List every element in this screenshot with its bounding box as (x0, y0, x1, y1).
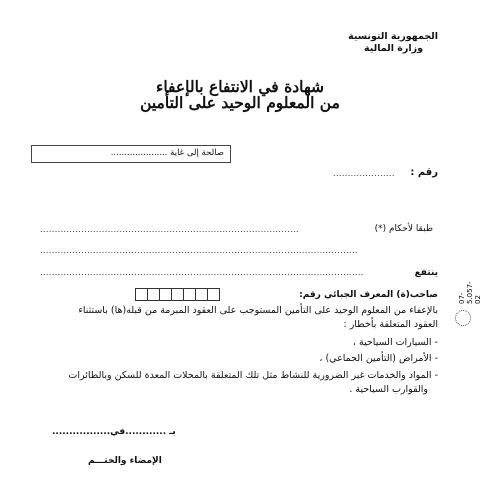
exclusion-item-continuation: والقوارب السياحية . (349, 384, 428, 395)
fiscal-id-boxes (136, 288, 220, 301)
number-dots: ..................... (333, 169, 395, 178)
body-line2: العقود المتعلقة بأخطار : (343, 319, 438, 330)
exclusion-item: - المواد والخدمات غير الضرورية للنشاط مثل تلك المتعلقة بالمحلات المعدة للسكن وبالطائرات (68, 370, 438, 381)
validity-label: صالحة إلى غاية ..................... (110, 148, 224, 158)
fiscal-id-label: صاحب(ة) المعرف الجبائي رقم: (299, 290, 438, 300)
body-line1: بالإعفاء من المعلوم الوحيد على التأمين المستوجب على العقود المبرمة من قبله(ها) باستثناء (78, 305, 438, 316)
title-line1: شهادة في الانتفاع بالإعفاء (156, 77, 324, 96)
beneficiary-label: ينتفع (414, 268, 438, 278)
ministry-name: وزارة المالية (364, 43, 423, 54)
country-name: الجمهورية التونسية (348, 31, 438, 42)
legal-basis-label: طبقا لأحكام (*) (374, 224, 433, 234)
number-label: رقم : (410, 167, 438, 178)
exclusion-item: - السيارات السياحية ، (352, 337, 438, 348)
stamp-mark (455, 310, 471, 326)
beneficiary-dots: .............................................................................................................. (40, 268, 364, 277)
title-line2: من المعلوم الوحيد على التأمين (140, 93, 340, 112)
fiscal-id-box (207, 288, 220, 301)
signature-label: الإمضاء والختـــم (88, 456, 162, 466)
exclusion-item: - الأمراض (التأمين الجماعي) ، (319, 353, 438, 364)
date-place-line: بـ ............في................. (52, 427, 176, 437)
legal-basis-dots2: ............................................................................................................ (40, 246, 358, 255)
legal-basis-dots1: ........................................................................................ (40, 225, 299, 234)
form-code: 07-5.057-02 (458, 281, 482, 304)
validity-box (31, 145, 231, 163)
